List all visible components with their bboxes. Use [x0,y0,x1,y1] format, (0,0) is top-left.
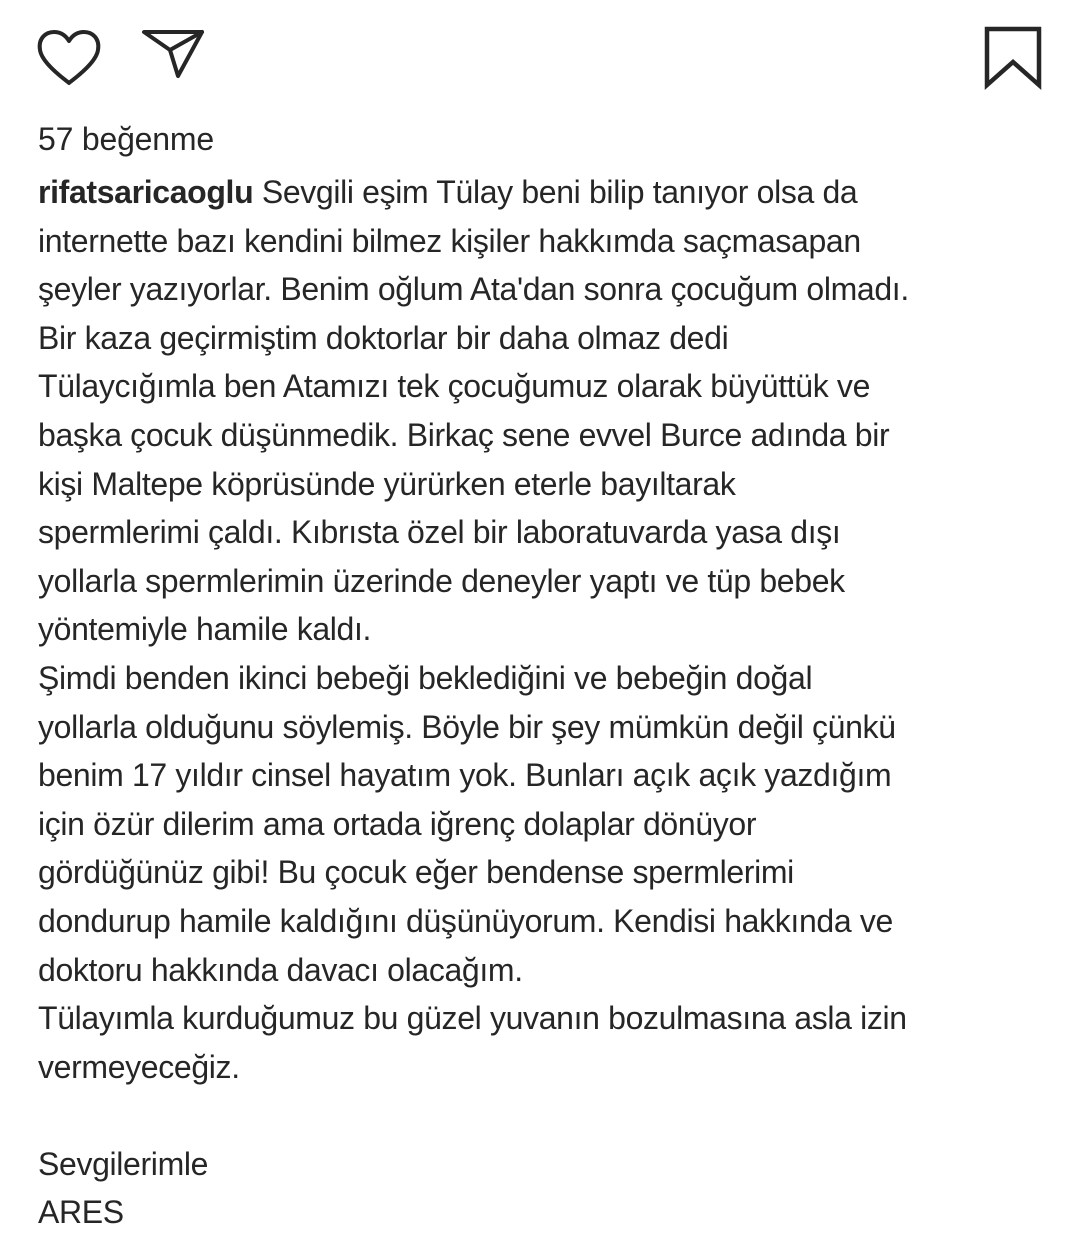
post-action-bar [0,0,1080,100]
caption-line: şeyler yazıyorlar. Benim oğlum Ata'dan sonra çocuğum olmadı. [38,271,909,308]
signoff-line: Sevgilerimle [38,1145,209,1182]
caption-line: gördüğünüz gibi! Bu çocuk eğer bendense spermlerimi [38,854,794,891]
caption-line: yollarla olduğunu söylemiş. Böyle bir şey mümkün değil çünkü [38,708,896,745]
caption-text: Sevgili eşim Tülay beni bilip tanıyor olsa da [253,174,858,210]
paper-plane-icon[interactable] [142,28,206,80]
bookmark-outline-icon[interactable] [984,26,1042,88]
caption-blank-line [38,1091,1058,1140]
caption-line: dondurup hamile kaldığını düşünüyorum. Kendisi hakkında ve [38,902,893,939]
caption-line: Tülaycığımla ben Atamızı tek çocuğumuz olarak büyüttük ve [38,368,871,405]
caption-line: Bir kaza geçirmiştim doktorlar bir daha olmaz dedi [38,319,729,356]
caption-line: doktoru hakkında davacı olacağım. [38,951,523,988]
caption-line: benim 17 yıldır cinsel hayatım yok. Bunları açık açık yazdığım [38,757,892,794]
caption-line: yollarla spermlerimin üzerinde deneyler yaptı ve tüp bebek [38,562,845,599]
heart-outline-icon[interactable] [36,28,102,88]
caption-line: spermlerimi çaldı. Kıbrısta özel bir laboratuvarda yasa dışı [38,514,841,551]
caption-line: Şimdi benden ikinci bebeği beklediğini ve bebeğin doğal [38,659,813,696]
caption-line [38,168,1058,217]
caption-line: yöntemiyle hamile kaldı. [38,611,372,648]
signoff-signature: ARES [38,1194,124,1231]
caption-line: vermeyeceğiz. [38,1048,240,1085]
likes-count[interactable]: 57 beğenme [38,121,214,157]
caption-line: başka çocuk düşünmedik. Birkaç sene evvel Burce adında bir [38,416,890,453]
caption-line: kişi Maltepe köprüsünde yürürken eterle bayıltarak [38,465,736,502]
caption-line: için özür dilerim ama ortada iğrenç dolaplar dönüyor [38,805,757,842]
post-caption [38,168,1058,1237]
caption-line: Tülayımla kurduğumuz bu güzel yuvanın bozulmasına asla izin [38,1000,907,1037]
post-username[interactable]: rifatsaricaoglu [38,174,254,210]
caption-line: internette bazı kendini bilmez kişiler hakkımda saçmasapan [38,222,861,259]
